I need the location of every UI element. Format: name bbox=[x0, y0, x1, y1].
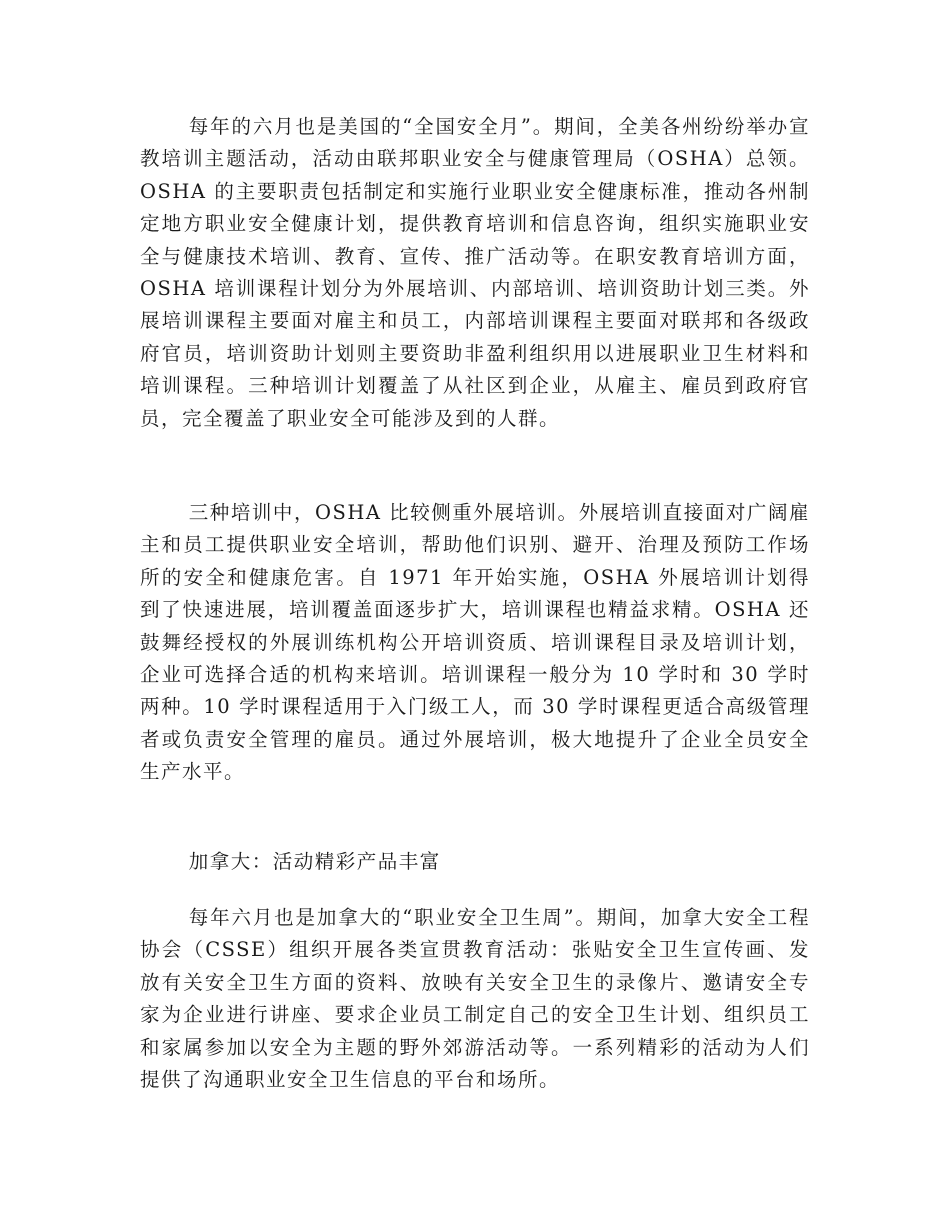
paragraph-usa-safety-month: 每年的六月也是美国的“全国安全月”。期间，全美各州纷纷举办宣教培训主题活动，活动由联邦职业安全与健康管理局（OSHA）总领。OSHA 的主要职责包括制定和实施行业职业安全健康标准，推动各州制定地方职业安全健康计划，提供教育培训和信息咨询，组织实施职业安全与健康技术培训、教育、宣传、推广活动等。在职安教育培训方面，OSHA 培训课程计划分为外展培训、内部培训、培训资助计划三类。外展培训课程主要面对雇主和员工，内部培训课程主要面对联邦和各级政府官员，培训资助计划则主要资助非盈利组织用以进展职业卫生材料和培训课程。三种培训计划覆盖了从社区到企业，从雇主、雇员到政府官员，完全覆盖了职业安全可能涉及到的人群。 bbox=[140, 115, 810, 430]
paragraph-osha-outreach-training: 三种培训中，OSHA 比较侧重外展培训。外展培训直接面对广阔雇主和员工提供职业安全培训，帮助他们识别、避开、治理及预防工作场所的安全和健康危害。自 1971 年开始实施，OSHA 外展培训计划得到了快速进展，培训覆盖面逐步扩大，培训课程也精益求精。OSHA 还鼓舞经授权的外展训练机构公开培训资质、培训课程目录及培训计划，企业可选择合适的机构来培训。培训课程一般分为 10 学时和 30 学时两种。10 学时课程适用于入门级工人，而 30 学时课程更适合高级管理者或负责安全管理的雇员。通过外展培训，极大地提升了企业全员安全生产水平。 bbox=[140, 501, 810, 784]
paragraph-canada-safety-week: 每年六月也是加拿大的“职业安全卫生周”。期间，加拿大安全工程协会（CSSE）组织开展各类宣贯教育活动：张贴安全卫生宣传画、发放有关安全卫生方面的资料、放映有关安全卫生的录像片、邀请安全专家为企业进行讲座、要求企业员工制定自己的安全卫生计划、组织员工和家属参加以安全为主题的野外郊游活动等。一系列精彩的活动为人们提供了沟通职业安全卫生信息的平台和场所。 bbox=[140, 906, 810, 1092]
section-heading-canada: 加拿大：活动精彩产品丰富 bbox=[188, 850, 441, 873]
